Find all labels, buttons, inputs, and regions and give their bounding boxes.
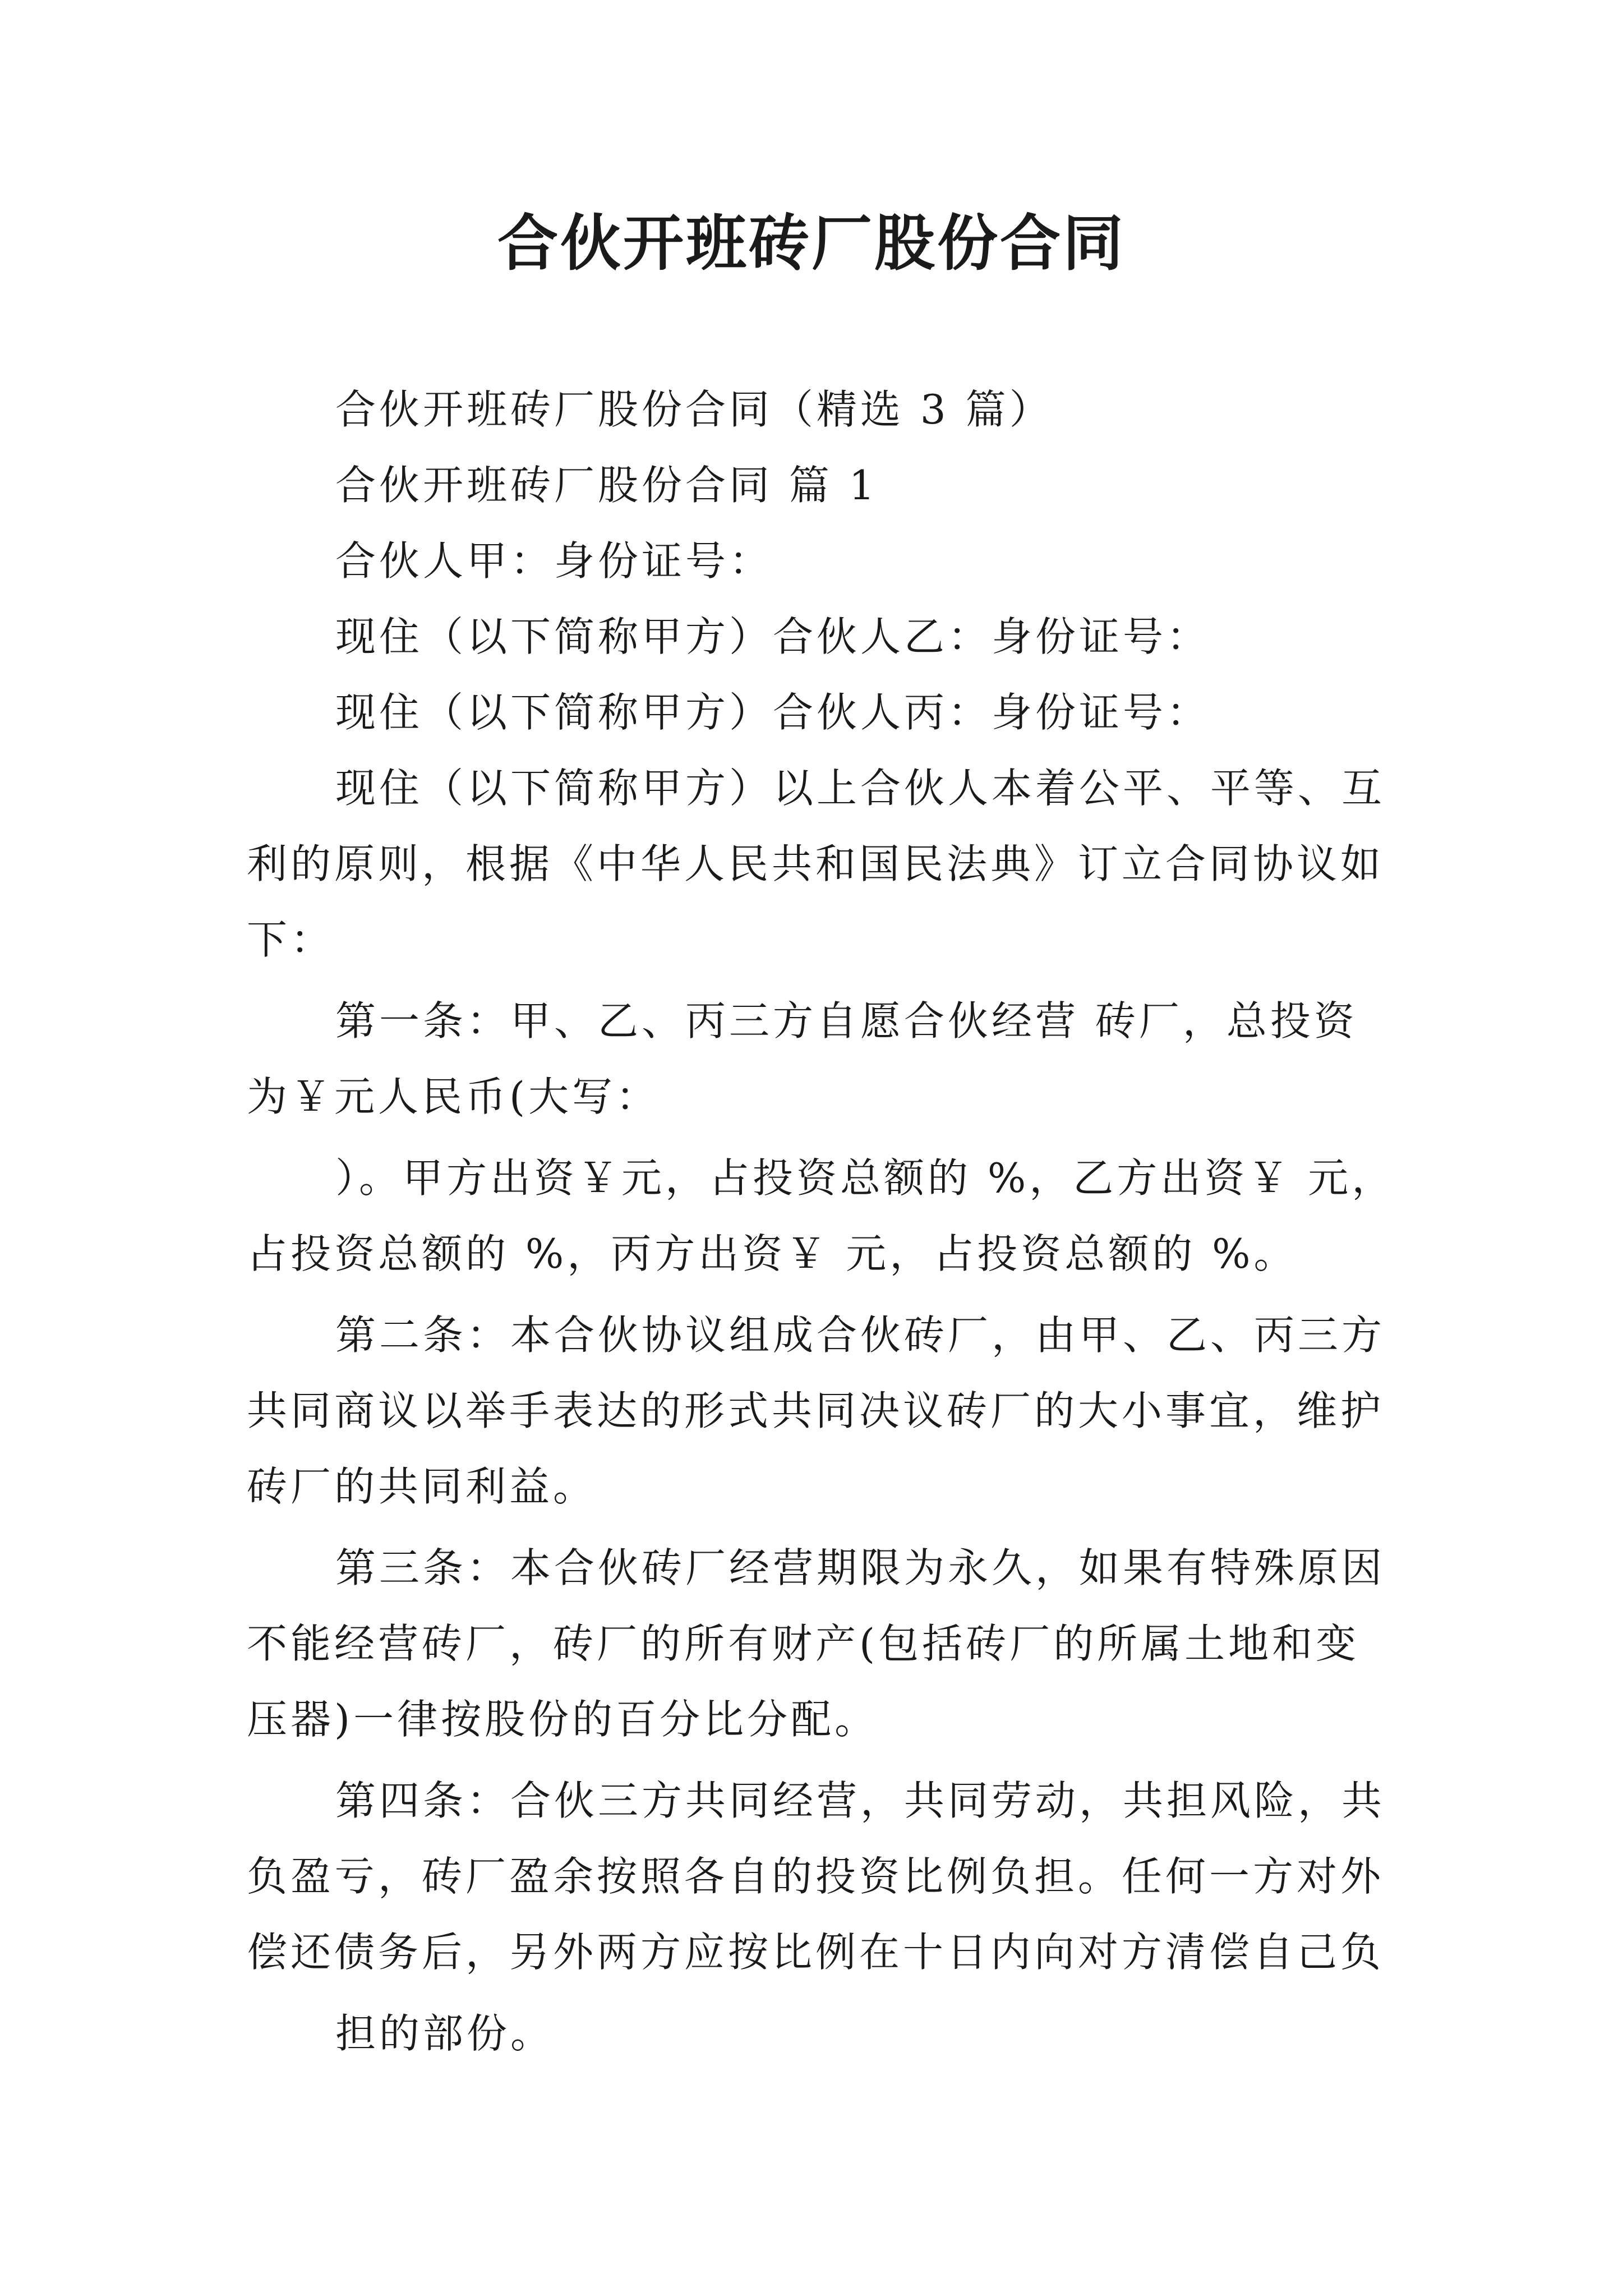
article-3-line-3: 压器)一律按股份的百分比分配。 bbox=[247, 1696, 879, 1743]
article-1-line-1: 第一条：甲、乙、丙三方自愿合伙经营 砖厂，总投资 bbox=[335, 997, 1358, 1045]
preamble-line-2: 利的原则，根据《中华人民共和国民法典》订立合同协议如 bbox=[247, 840, 1385, 887]
document-title: 合伙开班砖厂股份合同 bbox=[497, 209, 1126, 279]
article-2-line-1: 第二条：本合伙协议组成合伙砖厂，由甲、乙、丙三方 bbox=[335, 1312, 1386, 1359]
partner-c-line: 现住（以下简称甲方）合伙人丙：身份证号： bbox=[335, 689, 1211, 736]
article-2-line-3: 砖厂的共同利益。 bbox=[247, 1463, 597, 1510]
subtitle-line: 合伙开班砖厂股份合同（精选 3 篇） bbox=[335, 386, 1053, 433]
article-4-line-2: 负盈亏，砖厂盈余按照各自的投资比例负担。任何一方对外 bbox=[247, 1853, 1385, 1900]
article-4-line-4: 担的部份。 bbox=[335, 2010, 555, 2057]
article-2-line-2: 共同商议以举手表达的形式共同决议砖厂的大小事宜，维护 bbox=[247, 1387, 1385, 1434]
article-1-line-4: 占投资总额的 %，丙方出资￥ 元，占投资总额的 %。 bbox=[247, 1230, 1298, 1277]
partner-b-line: 现住（以下简称甲方）合伙人乙：身份证号： bbox=[335, 613, 1211, 660]
partner-a-line: 合伙人甲：身份证号： bbox=[335, 537, 773, 585]
article-3-line-1: 第三条：本合伙砖厂经营期限为永久，如果有特殊原因 bbox=[335, 1544, 1386, 1591]
article-1-line-3: ）。甲方出资￥元，占投资总额的 %，乙方出资￥ 元， bbox=[335, 1154, 1396, 1202]
preamble-line-1: 现住（以下简称甲方）以上合伙人本着公平、平等、互 bbox=[335, 765, 1386, 812]
article-1-line-2: 为￥元人民币(大写： bbox=[247, 1073, 660, 1120]
preamble-line-3: 下： bbox=[247, 916, 335, 963]
article-3-line-2: 不能经营砖厂，砖厂的所有财产(包括砖厂的所属土地和变 bbox=[247, 1620, 1360, 1667]
article-4-line-1: 第四条：合伙三方共同经营，共同劳动，共担风险，共 bbox=[335, 1777, 1386, 1824]
article-4-line-3: 偿还债务后，另外两方应按比例在十日内向对方清偿自己负 bbox=[247, 1929, 1385, 1976]
section-heading: 合伙开班砖厂股份合同 篇 1 bbox=[335, 462, 878, 509]
